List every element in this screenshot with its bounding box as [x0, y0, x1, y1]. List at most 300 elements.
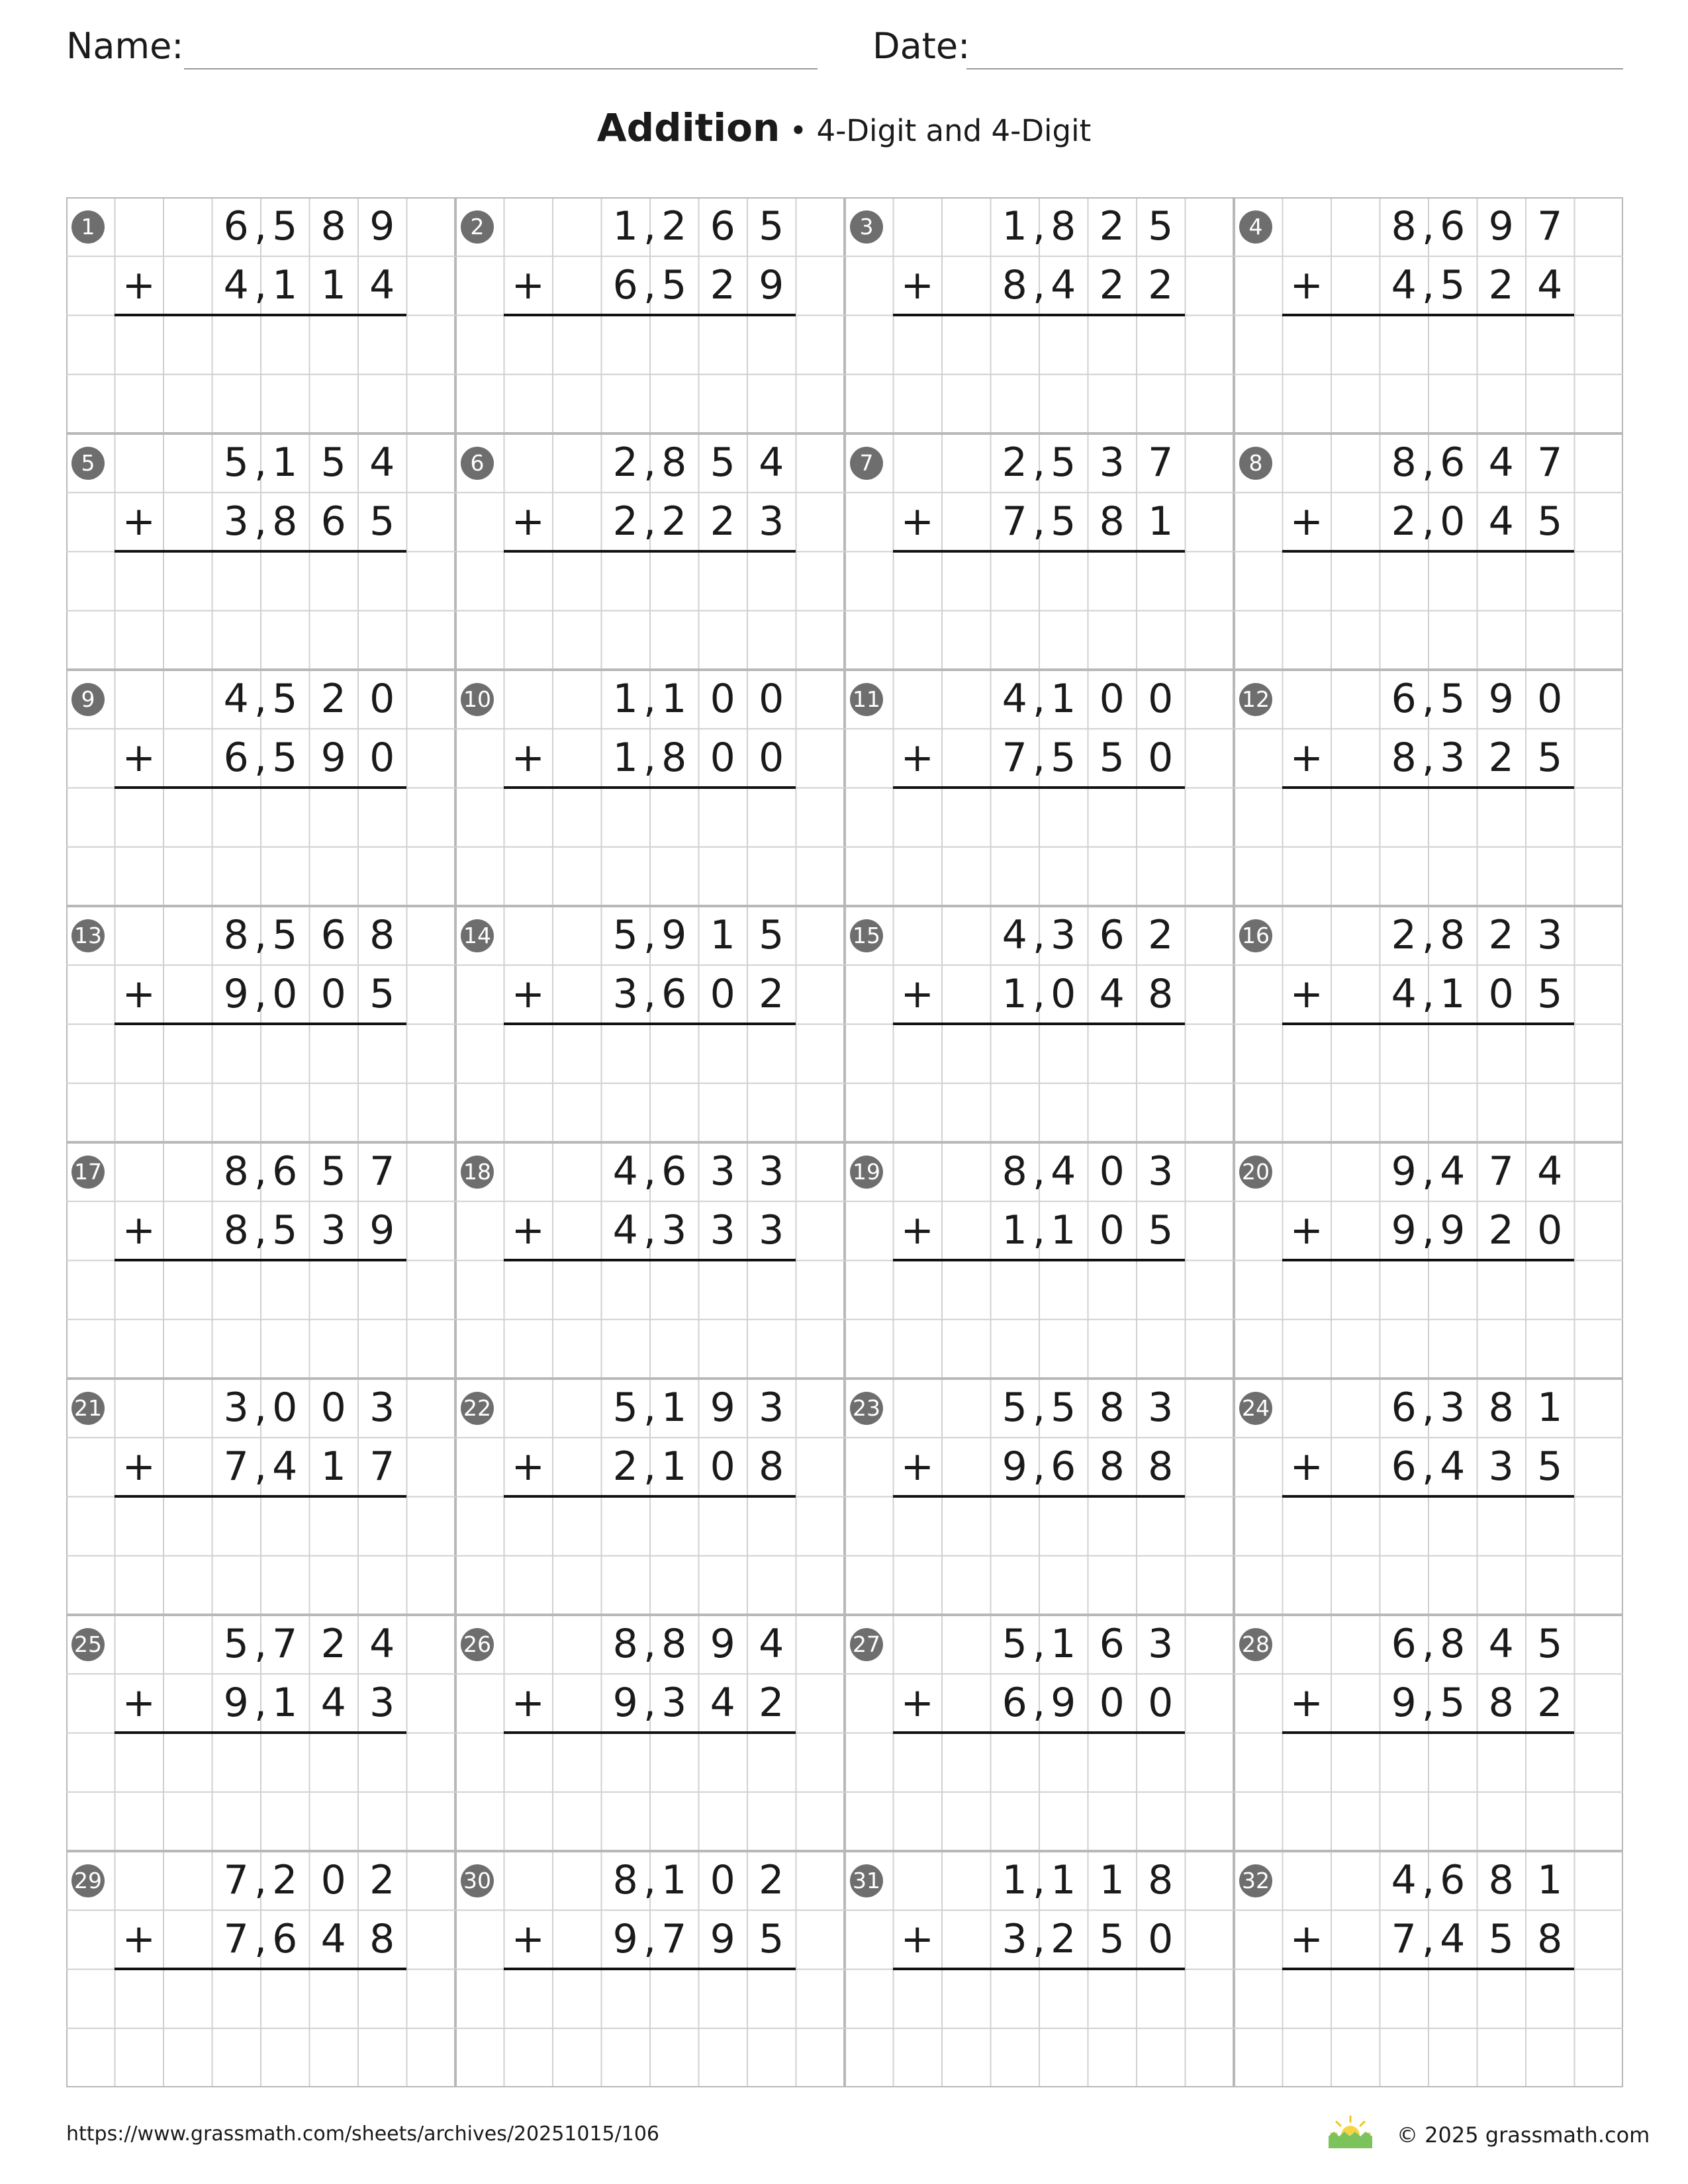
digit: 8: [320, 203, 346, 250]
plus-sign: +: [511, 971, 545, 1017]
digit: 0: [369, 735, 395, 781]
answer-area[interactable]: [893, 1970, 1185, 2083]
digit: 5: [223, 1621, 249, 1667]
digit: 0: [272, 1385, 298, 1431]
problem: [66, 1379, 455, 1615]
digit: 1: [320, 1443, 346, 1490]
digit: 5: [759, 912, 784, 958]
digit: 9: [710, 1916, 735, 1962]
digit: 3: [320, 1207, 346, 1253]
digit: 2: [612, 498, 638, 545]
digit: 9: [1391, 1207, 1417, 1253]
addend-top: [1282, 906, 1623, 965]
digit: 0: [710, 1857, 735, 1903]
thousands-separator: ,: [254, 262, 267, 308]
digit: 6: [1391, 676, 1417, 722]
digit: 3: [1051, 912, 1076, 958]
addend-bottom: [1282, 256, 1623, 315]
plus-sign: +: [1289, 262, 1323, 308]
answer-area[interactable]: [504, 1970, 796, 2083]
problem-number-badge: 31: [850, 1864, 883, 1897]
problem: [455, 1142, 845, 1379]
digit: 7: [1002, 498, 1027, 545]
problem-number-badge: 21: [71, 1392, 105, 1425]
digit: 3: [661, 1680, 687, 1726]
digit: 3: [1488, 1443, 1514, 1490]
digit: 6: [320, 498, 346, 545]
addend-top: [504, 906, 845, 965]
digit: 9: [1002, 1443, 1027, 1490]
digit: 1: [1051, 1857, 1076, 1903]
thousands-separator: ,: [1421, 1443, 1435, 1490]
thousands-separator: ,: [1032, 971, 1046, 1017]
digit: 2: [1148, 262, 1174, 308]
problem-number-badge: 15: [850, 919, 883, 952]
digit: 2: [1488, 912, 1514, 958]
plus-sign: +: [900, 262, 934, 308]
answer-area[interactable]: [115, 1734, 406, 1846]
name-field[interactable]: [184, 68, 818, 69]
digit: 4: [1391, 262, 1417, 308]
plus-sign: +: [1289, 498, 1323, 545]
digit: 0: [710, 1443, 735, 1490]
plus-sign: +: [1289, 1680, 1323, 1726]
answer-area[interactable]: [1282, 1025, 1574, 1138]
thousands-separator: ,: [254, 912, 267, 958]
digit: 8: [1488, 1857, 1514, 1903]
digit: 6: [612, 262, 638, 308]
digit: 0: [710, 676, 735, 722]
answer-area[interactable]: [115, 553, 406, 665]
footer-copyright: © 2025 grassmath.com: [1397, 2122, 1650, 2148]
thousands-separator: ,: [1032, 1857, 1046, 1903]
problem: [455, 670, 845, 906]
thousands-separator: ,: [1421, 1385, 1435, 1431]
digit: 6: [272, 1916, 298, 1962]
thousands-separator: ,: [1032, 1385, 1046, 1431]
digit: 6: [272, 1148, 298, 1195]
digit: 1: [612, 735, 638, 781]
problem: [845, 1142, 1234, 1379]
thousands-separator: ,: [1421, 1680, 1435, 1726]
problem: [66, 197, 455, 433]
addend-top: [504, 197, 845, 256]
digit: 0: [710, 971, 735, 1017]
thousands-separator: ,: [254, 1857, 267, 1903]
addend-top: [115, 1142, 455, 1201]
answer-area[interactable]: [893, 316, 1185, 429]
problem-number-badge: 2: [461, 210, 494, 244]
answer-area[interactable]: [893, 553, 1185, 665]
thousands-separator: ,: [643, 1385, 657, 1431]
thousands-separator: ,: [254, 1148, 267, 1195]
addend-bottom: [115, 965, 455, 1024]
addend-bottom: [504, 1674, 845, 1733]
answer-area[interactable]: [1282, 1498, 1574, 1610]
problem: [455, 906, 845, 1142]
digit: 3: [710, 1207, 735, 1253]
digit: 0: [1148, 676, 1174, 722]
plus-sign: +: [900, 1680, 934, 1726]
problem-number-badge: 6: [461, 447, 494, 480]
digit: 0: [320, 1385, 346, 1431]
digit: 5: [1051, 439, 1076, 486]
digit: 0: [1099, 1148, 1125, 1195]
addend-bottom: [1282, 1437, 1623, 1496]
digit: 5: [272, 676, 298, 722]
thousands-separator: ,: [254, 203, 267, 250]
digit: 1: [272, 439, 298, 486]
digit: 8: [1099, 498, 1125, 545]
problem: [1234, 906, 1623, 1142]
answer-area[interactable]: [1282, 316, 1574, 429]
digit: 1: [1002, 971, 1027, 1017]
problem-number-badge: 19: [850, 1156, 883, 1189]
answer-area[interactable]: [115, 1498, 406, 1610]
plus-sign: +: [1289, 1443, 1323, 1490]
answer-area[interactable]: [893, 1025, 1185, 1138]
addend-bottom: [115, 729, 455, 788]
problem-number-badge: 3: [850, 210, 883, 244]
digit: 4: [1488, 439, 1514, 486]
digit: 4: [1537, 1148, 1563, 1195]
digit: 4: [710, 1680, 735, 1726]
digit: 8: [1488, 1680, 1514, 1726]
answer-area[interactable]: [893, 1261, 1185, 1374]
digit: 8: [661, 735, 687, 781]
digit: 9: [369, 1207, 395, 1253]
addend-top: [115, 670, 455, 729]
problem: [66, 1615, 455, 1851]
addend-bottom: [893, 1201, 1234, 1260]
answer-area[interactable]: [1282, 1261, 1574, 1374]
digit: 7: [272, 1621, 298, 1667]
addend-top: [1282, 1142, 1623, 1201]
answer-area[interactable]: [504, 1261, 796, 1374]
digit: 3: [223, 498, 249, 545]
addend-bottom: [115, 492, 455, 551]
digit: 4: [320, 1680, 346, 1726]
digit: 8: [1391, 735, 1417, 781]
thousands-separator: ,: [254, 1680, 267, 1726]
digit: 9: [710, 1385, 735, 1431]
addend-bottom: [893, 965, 1234, 1024]
digit: 9: [759, 262, 784, 308]
digit: 8: [1099, 1385, 1125, 1431]
digit: 4: [272, 1443, 298, 1490]
digit: 8: [1537, 1916, 1563, 1962]
digit: 9: [1391, 1680, 1417, 1726]
digit: 4: [1002, 912, 1027, 958]
answer-area[interactable]: [504, 1734, 796, 1846]
thousands-separator: ,: [1032, 1207, 1046, 1253]
digit: 9: [1488, 676, 1514, 722]
digit: 3: [1002, 1916, 1027, 1962]
digit: 3: [1440, 1385, 1466, 1431]
digit: 8: [369, 912, 395, 958]
digit: 8: [223, 912, 249, 958]
thousands-separator: ,: [254, 735, 267, 781]
problem-number-badge: 29: [71, 1864, 105, 1897]
digit: 6: [223, 203, 249, 250]
digit: 3: [1440, 735, 1466, 781]
problem: [845, 1851, 1234, 2087]
problem-number-badge: 14: [461, 919, 494, 952]
digit: 5: [320, 1148, 346, 1195]
problem-number-badge: 20: [1239, 1156, 1272, 1189]
thousands-separator: ,: [643, 1621, 657, 1667]
answer-area[interactable]: [115, 1025, 406, 1138]
digit: 6: [1391, 1443, 1417, 1490]
digit: 6: [1099, 912, 1125, 958]
problem-number-badge: 26: [461, 1628, 494, 1661]
digit: 5: [1002, 1385, 1027, 1431]
digit: 5: [369, 971, 395, 1017]
problem-number-badge: 13: [71, 919, 105, 952]
plus-sign: +: [1289, 971, 1323, 1017]
problem-number-badge: 5: [71, 447, 105, 480]
date-label: Date:: [872, 25, 970, 67]
answer-area[interactable]: [1282, 1970, 1574, 2083]
digit: 2: [1002, 439, 1027, 486]
digit: 1: [1537, 1385, 1563, 1431]
answer-area[interactable]: [893, 1734, 1185, 1846]
digit: 4: [759, 1621, 784, 1667]
problem-number-badge: 23: [850, 1392, 883, 1425]
problem-number-badge: 16: [1239, 919, 1272, 952]
digit: 4: [1440, 1443, 1466, 1490]
problem: [1234, 670, 1623, 906]
digit: 5: [1440, 1680, 1466, 1726]
answer-area[interactable]: [504, 789, 796, 901]
digit: 5: [272, 1207, 298, 1253]
digit: 1: [1537, 1857, 1563, 1903]
thousands-separator: ,: [1032, 676, 1046, 722]
digit: 1: [661, 1443, 687, 1490]
digit: 9: [223, 1680, 249, 1726]
digit: 6: [710, 203, 735, 250]
addend-bottom: [504, 1201, 845, 1260]
addend-top: [1282, 1379, 1623, 1437]
plus-sign: +: [122, 1916, 156, 1962]
plus-sign: +: [900, 971, 934, 1017]
problem: [66, 1142, 455, 1379]
digit: 5: [1099, 1916, 1125, 1962]
answer-area[interactable]: [1282, 553, 1574, 665]
thousands-separator: ,: [643, 1207, 657, 1253]
thousands-separator: ,: [1421, 262, 1435, 308]
answer-area[interactable]: [893, 789, 1185, 901]
thousands-separator: ,: [1421, 1148, 1435, 1195]
digit: 8: [1002, 1148, 1027, 1195]
problem-number-badge: 18: [461, 1156, 494, 1189]
digit: 8: [1440, 1621, 1466, 1667]
answer-area[interactable]: [115, 316, 406, 429]
thousands-separator: ,: [254, 676, 267, 722]
digit: 8: [272, 498, 298, 545]
digit: 5: [1537, 1621, 1563, 1667]
answer-area[interactable]: [504, 553, 796, 665]
digit: 5: [759, 203, 784, 250]
thousands-separator: ,: [643, 1857, 657, 1903]
answer-area[interactable]: [115, 1261, 406, 1374]
thousands-separator: ,: [643, 1443, 657, 1490]
digit: 5: [1537, 1443, 1563, 1490]
digit: 1: [1099, 1857, 1125, 1903]
digit: 2: [661, 498, 687, 545]
digit: 5: [1537, 735, 1563, 781]
thousands-separator: ,: [1032, 1680, 1046, 1726]
addend-top: [504, 1851, 845, 1910]
thousands-separator: ,: [643, 498, 657, 545]
digit: 5: [1440, 262, 1466, 308]
digit: 5: [612, 912, 638, 958]
thousands-separator: ,: [254, 1385, 267, 1431]
digit: 1: [661, 676, 687, 722]
sun-over-grass-icon: [1327, 2114, 1374, 2148]
digit: 2: [1391, 912, 1417, 958]
answer-area[interactable]: [1282, 789, 1574, 901]
digit: 3: [612, 971, 638, 1017]
thousands-separator: ,: [1032, 1148, 1046, 1195]
thousands-separator: ,: [643, 1916, 657, 1962]
problem: [1234, 1615, 1623, 1851]
problem: [66, 670, 455, 906]
plus-sign: +: [122, 262, 156, 308]
addend-top: [1282, 1615, 1623, 1674]
addend-top: [115, 906, 455, 965]
digit: 9: [612, 1680, 638, 1726]
digit: 3: [369, 1680, 395, 1726]
digit: 0: [1099, 1207, 1125, 1253]
thousands-separator: ,: [1421, 735, 1435, 781]
digit: 3: [1148, 1385, 1174, 1431]
plus-sign: +: [1289, 735, 1323, 781]
addend-top: [1282, 1851, 1623, 1910]
addend-bottom: [504, 1437, 845, 1496]
problem: [845, 1379, 1234, 1615]
digit: 6: [1440, 1857, 1466, 1903]
problem-number-badge: 17: [71, 1156, 105, 1189]
digit: 6: [661, 1148, 687, 1195]
thousands-separator: ,: [254, 1916, 267, 1962]
addend-bottom: [504, 256, 845, 315]
addend-top: [504, 433, 845, 492]
digit: 0: [1488, 971, 1514, 1017]
thousands-separator: ,: [1421, 912, 1435, 958]
digit: 0: [1537, 1207, 1563, 1253]
digit: 4: [369, 439, 395, 486]
digit: 2: [759, 971, 784, 1017]
page-title: [0, 105, 1688, 154]
digit: 1: [1002, 203, 1027, 250]
digit: 2: [1488, 262, 1514, 308]
digit: 4: [612, 1207, 638, 1253]
plus-sign: +: [900, 498, 934, 545]
digit: 5: [1537, 498, 1563, 545]
digit: 0: [1099, 1680, 1125, 1726]
digit: 0: [1148, 1680, 1174, 1726]
answer-area[interactable]: [1282, 1734, 1574, 1846]
digit: 2: [320, 1621, 346, 1667]
digit: 2: [1391, 498, 1417, 545]
digit: 2: [369, 1857, 395, 1903]
problem-number-badge: 24: [1239, 1392, 1272, 1425]
answer-area[interactable]: [504, 1025, 796, 1138]
digit: 4: [320, 1916, 346, 1962]
answer-area[interactable]: [504, 316, 796, 429]
digit: 7: [1537, 203, 1563, 250]
digit: 0: [1051, 971, 1076, 1017]
digit: 8: [1051, 203, 1076, 250]
addend-bottom: [504, 729, 845, 788]
thousands-separator: ,: [1421, 676, 1435, 722]
date-field[interactable]: [966, 68, 1623, 69]
digit: 8: [1488, 1385, 1514, 1431]
digit: 0: [1099, 676, 1125, 722]
problem: [1234, 1142, 1623, 1379]
digit: 8: [1148, 971, 1174, 1017]
digit: 8: [612, 1621, 638, 1667]
plus-sign: +: [122, 1207, 156, 1253]
answer-area[interactable]: [115, 789, 406, 901]
digit: 3: [759, 1148, 784, 1195]
digit: 5: [759, 1916, 784, 1962]
addend-bottom: [893, 256, 1234, 315]
digit: 6: [1391, 1385, 1417, 1431]
addend-top: [1282, 433, 1623, 492]
problem-number-badge: 11: [850, 683, 883, 716]
thousands-separator: ,: [1421, 1916, 1435, 1962]
digit: 5: [320, 439, 346, 486]
plus-sign: +: [122, 1443, 156, 1490]
digit: 2: [1488, 1207, 1514, 1253]
answer-area[interactable]: [115, 1970, 406, 2083]
addend-bottom: [504, 492, 845, 551]
plus-sign: +: [900, 1207, 934, 1253]
digit: 7: [223, 1443, 249, 1490]
digit: 2: [272, 1857, 298, 1903]
digit: 8: [1148, 1857, 1174, 1903]
addend-top: [893, 433, 1234, 492]
digit: 4: [1440, 1916, 1466, 1962]
addend-bottom: [115, 256, 455, 315]
addend-top: [115, 1851, 455, 1910]
thousands-separator: ,: [1032, 1916, 1046, 1962]
digit: 2: [1051, 1916, 1076, 1962]
digit: 0: [369, 676, 395, 722]
digit: 9: [223, 971, 249, 1017]
plus-sign: +: [122, 735, 156, 781]
digit: 9: [1051, 1680, 1076, 1726]
digit: 8: [661, 1621, 687, 1667]
problem-number-badge: 22: [461, 1392, 494, 1425]
plus-sign: +: [511, 735, 545, 781]
plus-sign: +: [511, 1680, 545, 1726]
problem: [1234, 197, 1623, 433]
answer-area[interactable]: [504, 1498, 796, 1610]
digit: 1: [661, 1385, 687, 1431]
plus-sign: +: [122, 1680, 156, 1726]
digit: 2: [1537, 1680, 1563, 1726]
answer-area[interactable]: [893, 1498, 1185, 1610]
problem: [845, 670, 1234, 906]
plus-sign: +: [511, 1916, 545, 1962]
addend-bottom: [1282, 1910, 1623, 1969]
digit: 0: [759, 676, 784, 722]
addend-top: [504, 1615, 845, 1674]
digit: 5: [1002, 1621, 1027, 1667]
